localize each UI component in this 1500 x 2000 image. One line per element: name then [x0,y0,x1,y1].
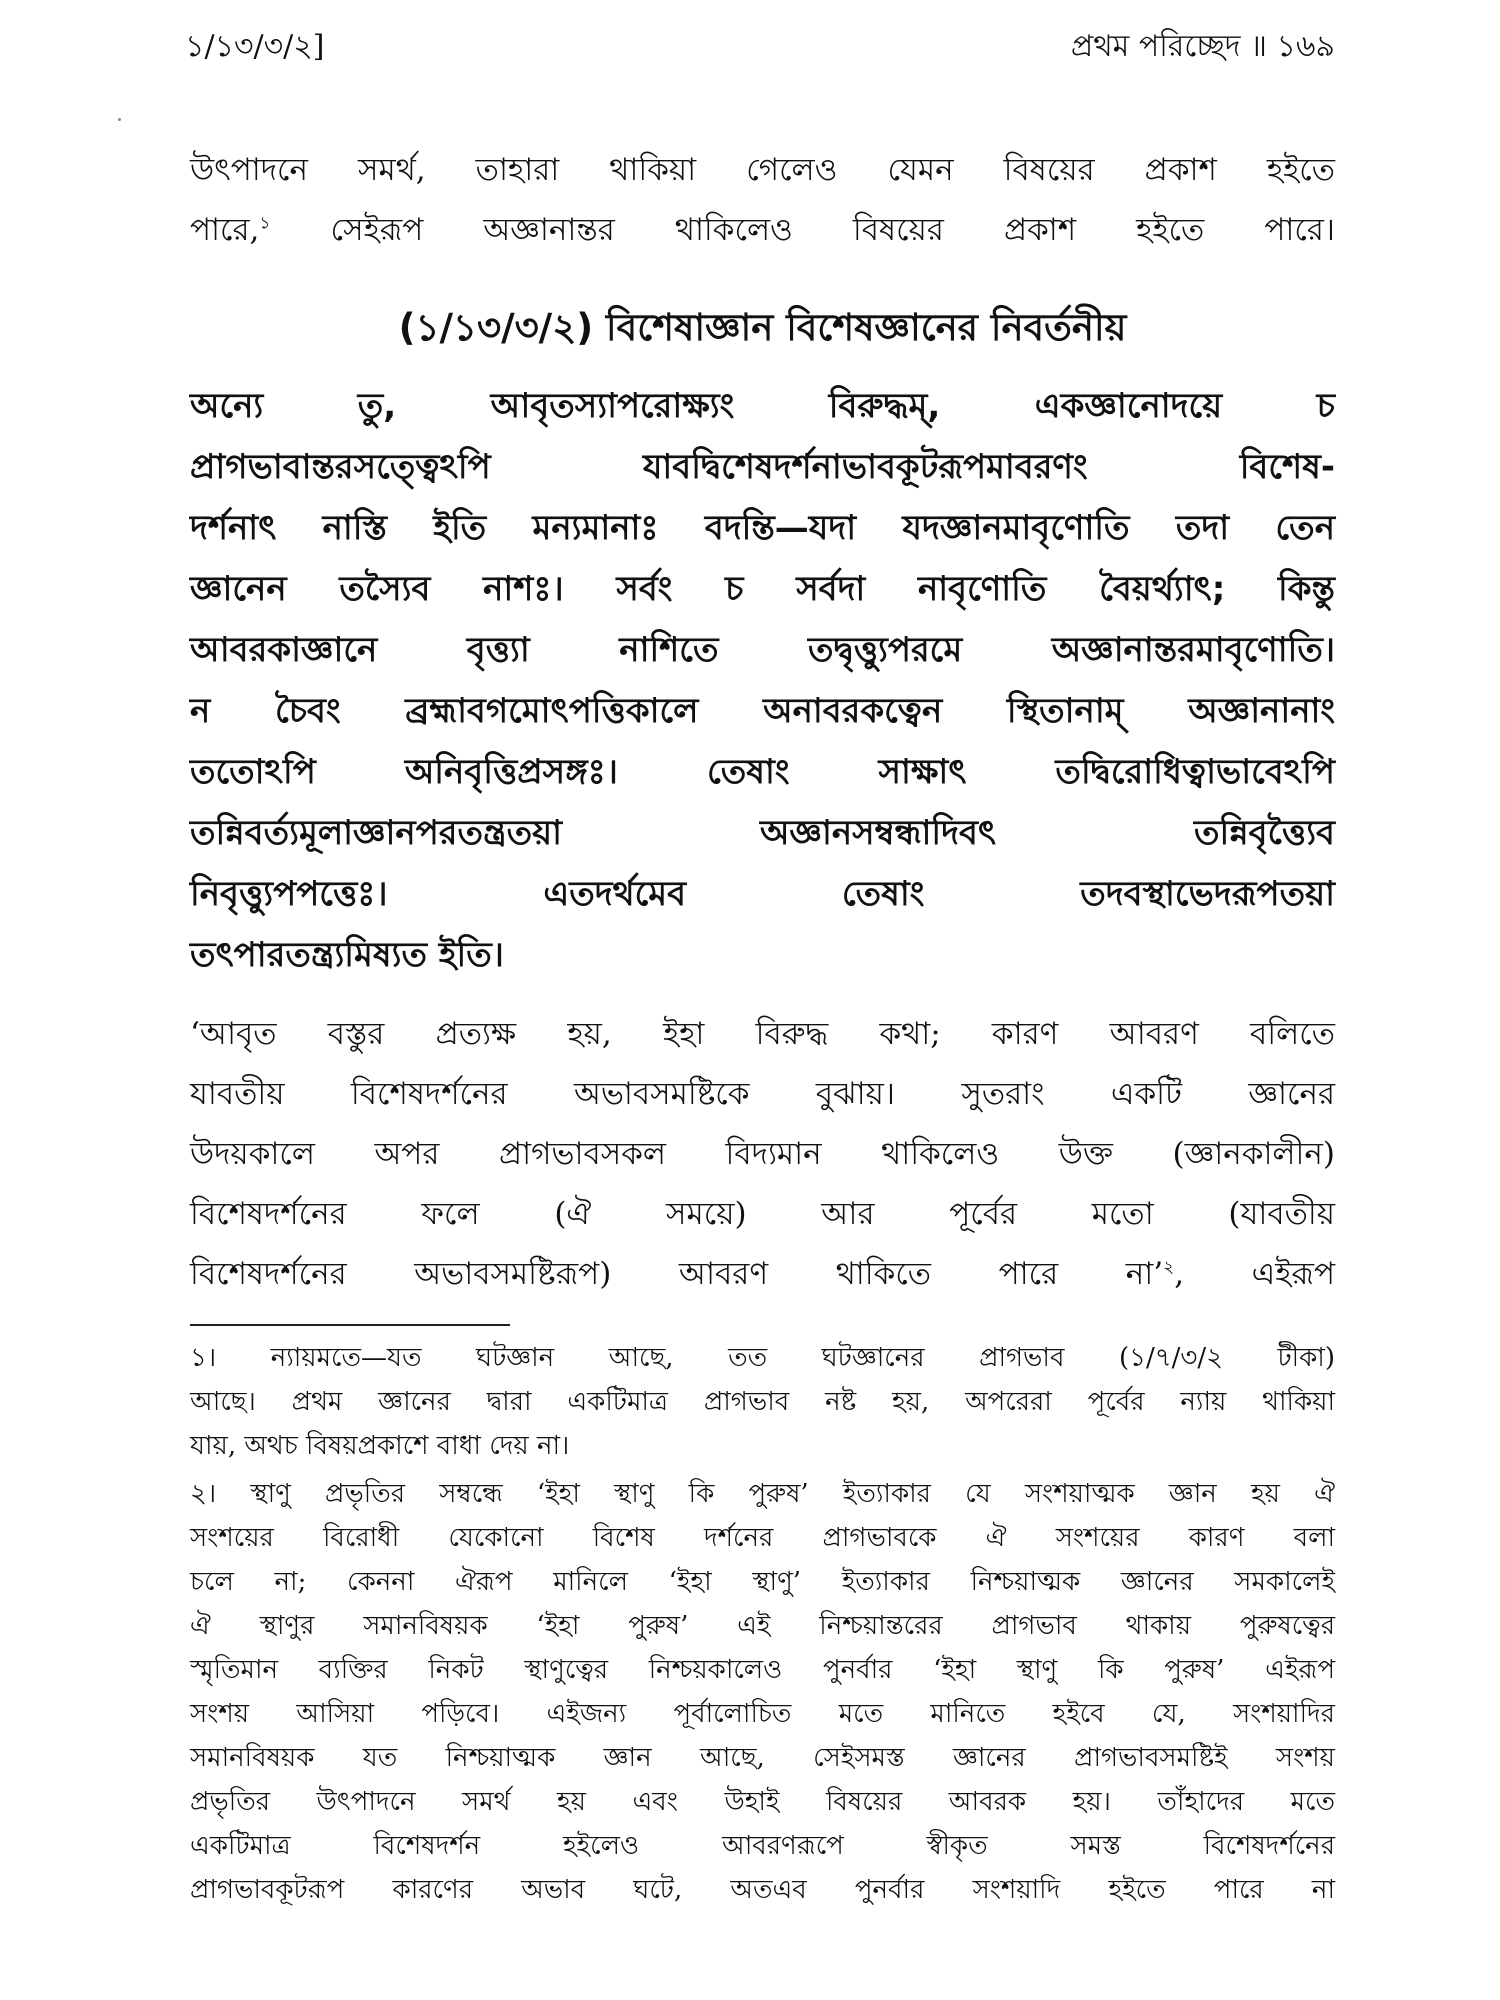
footnote-line: ঐ স্থাণুর সমানবিষয়ক ‘ইহা পুরুষ’ এই নিশ্চয়ান্তরের প্রাগভাব থাকায় পুরুষত্বের [190,1611,1335,1641]
footnote-line: চলে না; কেননা ঐরূপ মানিলে ‘ইহা স্থাণু’ ইত্যাকার নিশ্চয়াত্মক জ্ঞানের সমকালেই [190,1567,1335,1597]
sanskrit-passage [190,376,1335,986]
footnote-2 [190,1472,1335,1912]
section-reference: ১/১৩/৩/২] [185,28,325,64]
sanskrit-line: তৎপারতন্ত্র্যমিষ্যত ইতি। [190,935,504,975]
footnote-line: প্রভৃতির উৎপাদনে সমর্থ হয় এবং উহাই বিষয়ের আবরক হয়। তাঁহাদের মতে [190,1787,1335,1817]
explanation-line: যাবতীয় বিশেষদর্শনের অভাবসমষ্টিকে বুঝায়। সুতরাং একটি জ্ঞানের [190,1076,1335,1112]
footnote-ref-1: ১ [259,213,271,234]
intro-line-2: পারে,$^১$ সেইরূপ অজ্ঞানান্তর থাকিলেও বিষয়ের প্রকাশ হইতে পারে। [190,212,1335,248]
sanskrit-line: জ্ঞানেন তস্যৈব নাশঃ। সর্বং চ সর্বদা নাবৃণোতি বৈয়র্থ্যাৎ; কিন্তু [190,569,1335,609]
footnote-line: যায়, অথচ বিষয়প্রকাশে বাধা দেয় না। [190,1431,570,1461]
footnote-divider [190,1324,510,1326]
sanskrit-line: নিবৃত্ত্যুপপত্তেঃ। এতদর্থমেব তেষাং তদবস্থাভেদরূপতয়া [190,874,1335,914]
footnote-line: ২। স্থাণু প্রভৃতির সম্বন্ধে ‘ইহা স্থাণু কি পুরুষ’ ইত্যাকার যে সংশয়াত্মক জ্ঞান হয় ঐ [190,1479,1335,1509]
chapter-page-number: প্রথম পরিচ্ছেদ ॥ ১৬৯ [1070,28,1335,64]
intro-line-1: উৎপাদনে সমর্থ, তাহারা থাকিয়া গেলেও যেমন বিষয়ের প্রকাশ হইতে [190,152,1335,188]
footnote-line: সংশয় আসিয়া পড়িবে। এইজন্য পূর্বালোচিত মতে মানিতে হইবে যে, সংশয়াদির [190,1699,1335,1729]
explanation-line: উদয়কালে অপর প্রাগভাবসকল বিদ্যমান থাকিলেও উক্ত (জ্ঞানকালীন) [190,1136,1335,1172]
footnote-line: প্রাগভাবকূটরূপ কারণের অভাব ঘটে, অতএব পুনর্বার সংশয়াদি হইতে পারে না [190,1875,1335,1905]
sanskrit-line: ন চৈবং ব্রহ্মাবগমোৎপত্তিকালে অনাবরকত্বেন স্থিতানাম্ অজ্ঞানানাং [190,691,1335,731]
explanation-line: ‘আবৃত বস্তুর প্রত্যক্ষ হয়, ইহা বিরুদ্ধ কথা; কারণ আবরণ বলিতে [190,1016,1335,1052]
intro-paragraph [190,140,1335,260]
footnote-line: ১। ন্যায়মতে—যত ঘটজ্ঞান আছে, তত ঘটজ্ঞানের প্রাগভাব (১/৭/৩/২ টীকা) [190,1343,1335,1373]
footnote-line: একটিমাত্র বিশেষদর্শন হইলেও আবরণরূপে স্বীকৃত সমস্ত বিশেষদর্শনের [190,1831,1335,1861]
scan-speck [118,118,121,121]
sanskrit-line: তন্নিবর্ত্যমূলাজ্ঞানপরতন্ত্রতয়া অজ্ঞানসম্বন্ধাদিবৎ তন্নিবৃত্ত্যৈব [190,813,1335,853]
footnote-line: সমানবিষয়ক যত নিশ্চয়াত্মক জ্ঞান আছে, সেইসমস্ত জ্ঞানের প্রাগভাবসমষ্টিই সংশয় [190,1743,1335,1773]
footnotes [190,1336,1335,1912]
sanskrit-line: অন্যে তু, আবৃতস্যাপরোক্ষ্যং বিরুদ্ধম্, একজ্ঞানোদয়ে চ [190,386,1335,426]
sanskrit-line: প্রাগভাবান্তরসত্ত্বেঽপি যাবদ্বিশেষদর্শনাভাবকূটরূপমাবরণং বিশেষ- [190,447,1335,487]
footnote-line: স্মৃতিমান ব্যক্তির নিকট স্থাণুত্বের নিশ্চয়কালেও পুনর্বার ‘ইহা স্থাণু কি পুরুষ’ এইরূপ [190,1655,1335,1685]
running-header [185,22,1335,72]
footnote-line: সংশয়ের বিরোধী যেকোনো বিশেষ দর্শনের প্রাগভাবকে ঐ সংশয়ের কারণ বলা [190,1523,1335,1553]
sanskrit-line: ততোঽপি অনিবৃত্তিপ্রসঙ্গঃ। তেষাং সাক্ষাৎ তদ্বিরোধিত্বাভাবেঽপি [190,752,1335,792]
section-heading: (১/১৩/৩/২) বিশেষাজ্ঞান বিশেষজ্ঞানের নিবর্তনীয় [398,306,1127,349]
explanation-paragraph [190,1004,1335,1304]
explanation-line: বিশেষদর্শনের ফলে (ঐ সময়ে) আর পূর্বের মতো (যাবতীয় [190,1196,1335,1232]
footnote-line: আছে। প্রথম জ্ঞানের দ্বারা একটিমাত্র প্রাগভাব নষ্ট হয়, অপরেরা পূর্বের ন্যায় থাকিয়া [190,1387,1335,1417]
sanskrit-line: দর্শনাৎ নাস্তি ইতি মন্যমানাঃ বদন্তি—যদা যদজ্ঞানমাবৃণোতি তদা তেন [190,508,1335,548]
explanation-line: বিশেষদর্শনের অভাবসমষ্টিরূপ) আবরণ থাকিতে পারে না’$^২$, এইরূপ [190,1256,1335,1292]
footnote-1 [190,1336,1335,1468]
footnote-ref-2: ২ [1163,1257,1175,1278]
sanskrit-line: আবরকাজ্ঞানে বৃত্ত্যা নাশিতে তদ্বৃত্ত্যুপরমে অজ্ঞানান্তরমাবৃণোতি। [190,630,1335,670]
